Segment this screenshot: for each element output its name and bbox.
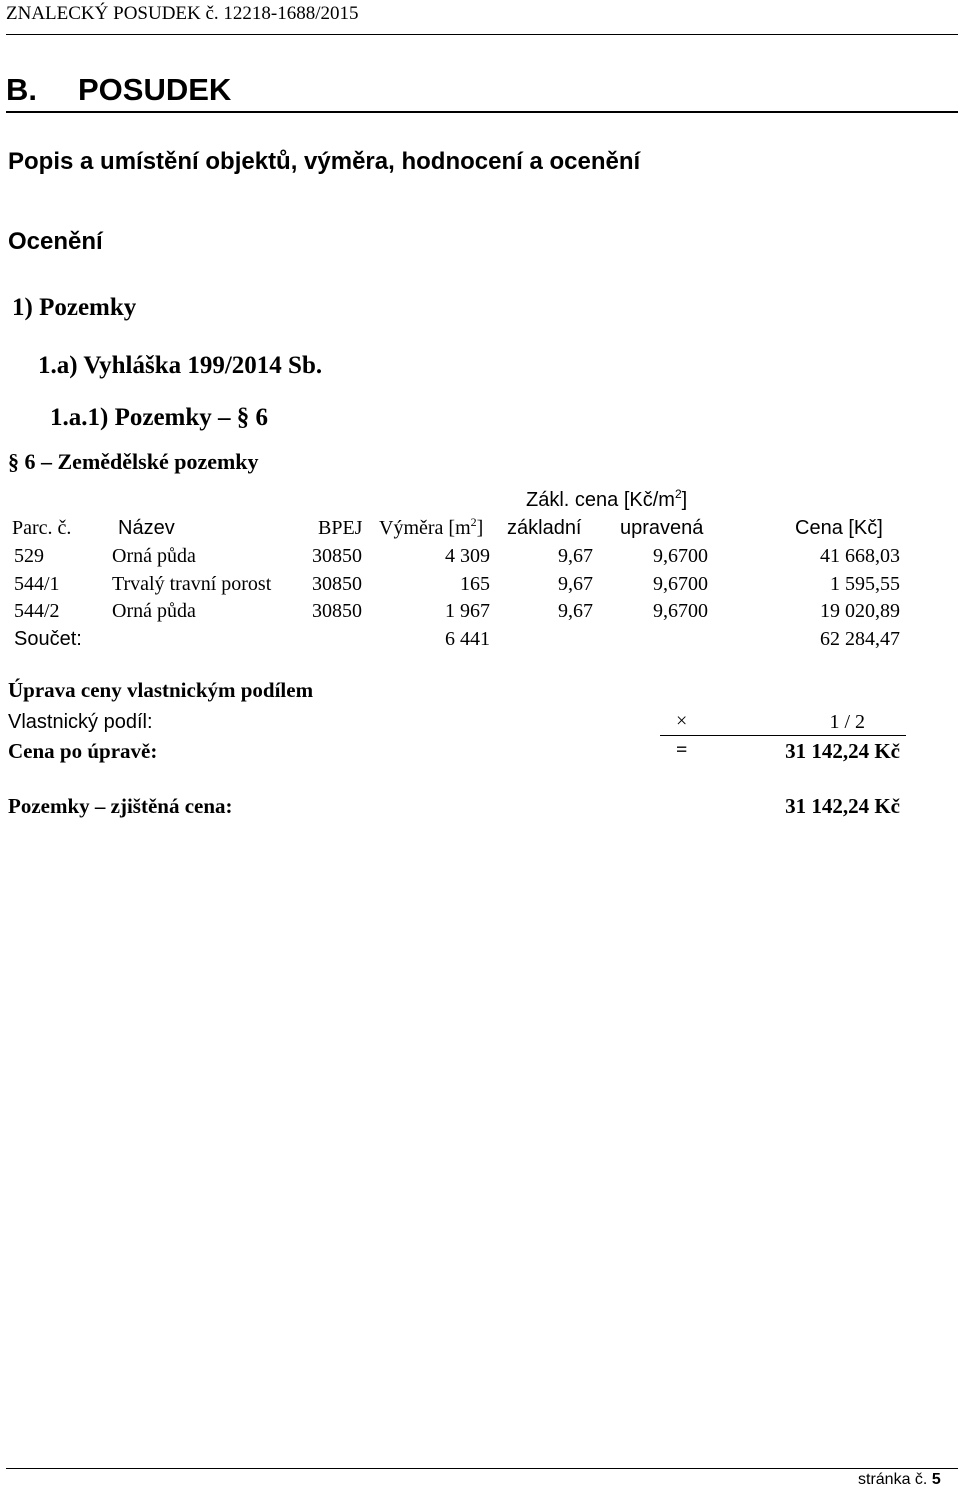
col-header-name: Název bbox=[118, 517, 175, 539]
group-header-base-price: Zákl. cena $[Kč/m^2]$ bbox=[526, 487, 688, 511]
ownership-heading: Úprava ceny vlastnickým podílem bbox=[8, 678, 314, 702]
section-letter: B. bbox=[6, 72, 37, 107]
total-area: 6 441 bbox=[445, 628, 490, 650]
row3-area: 1 967 bbox=[445, 600, 490, 622]
ownership-rule bbox=[660, 735, 906, 736]
row3-adjusted: 9,6700 bbox=[653, 600, 708, 622]
footer-page-label: stránka č. bbox=[858, 1471, 928, 1488]
ownership-share-value: 1 / 2 bbox=[829, 711, 865, 733]
footer-page bbox=[858, 1471, 941, 1489]
ownership-result-label: Cena po úpravě: bbox=[8, 739, 158, 763]
row2-base: 9,67 bbox=[558, 573, 593, 595]
row1-parcel: 529 bbox=[14, 545, 44, 567]
row1-area: 4 309 bbox=[445, 545, 490, 567]
ownership-result-value: 31 142,24 Kč bbox=[785, 739, 900, 763]
footer-rule bbox=[6, 1468, 958, 1469]
row2-price: 1 595,55 bbox=[830, 573, 900, 595]
row2-bpej: 30850 bbox=[312, 573, 362, 595]
heading-vyhlaska: 1.a) Vyhláška 199/2014 Sb. bbox=[38, 352, 323, 379]
row3-bpej: 30850 bbox=[312, 600, 362, 622]
heading-paragraph: 1.a.1) Pozemky – § 6 bbox=[50, 404, 269, 431]
ownership-share-operator: × bbox=[676, 710, 688, 732]
final-label: Pozemky – zjištěná cena: bbox=[8, 794, 233, 818]
page-subtitle: Popis a umístění objektů, výměra, hodnocení a ocenění bbox=[8, 148, 641, 175]
col-header-adjusted: upravená bbox=[620, 517, 704, 539]
heading-pozemky: 1) Pozemky bbox=[12, 294, 137, 321]
row1-name: Orná půda bbox=[112, 545, 196, 567]
row1-adjusted: 9,6700 bbox=[653, 545, 708, 567]
row2-area: 165 bbox=[460, 573, 490, 595]
total-price: 62 284,47 bbox=[820, 628, 900, 650]
col-header-price: Cena [Kč] bbox=[795, 517, 883, 539]
row2-parcel: 544/1 bbox=[14, 573, 60, 595]
valuation-heading: Ocenění bbox=[8, 228, 103, 255]
footer-page-number: 5 bbox=[931, 1471, 941, 1488]
section-rule bbox=[6, 111, 958, 113]
row3-name: Orná půda bbox=[112, 600, 196, 622]
ownership-share-label: Vlastnický podíl: bbox=[8, 711, 153, 733]
ownership-result-operator: = bbox=[676, 739, 688, 761]
col-header-area: Výměra $[m^2]$ bbox=[379, 515, 484, 539]
total-label: Součet: bbox=[14, 628, 82, 650]
section-title bbox=[6, 72, 231, 108]
section-name: POSUDEK bbox=[78, 72, 232, 107]
row2-adjusted: 9,6700 bbox=[653, 573, 708, 595]
row3-base: 9,67 bbox=[558, 600, 593, 622]
row1-base: 9,67 bbox=[558, 545, 593, 567]
heading-category: § 6 – Zemědělské pozemky bbox=[8, 449, 259, 474]
col-header-parcel: Parc. č. bbox=[12, 517, 72, 539]
row1-bpej: 30850 bbox=[312, 545, 362, 567]
row1-price: 41 668,03 bbox=[820, 545, 900, 567]
running-header: ZNALECKÝ POSUDEK č. 12218-1688/2015 bbox=[6, 3, 359, 24]
header-rule bbox=[6, 34, 958, 35]
row3-parcel: 544/2 bbox=[14, 600, 60, 622]
col-header-base: základní bbox=[507, 517, 582, 539]
row3-price: 19 020,89 bbox=[820, 600, 900, 622]
col-header-bpej: BPEJ bbox=[318, 517, 363, 539]
row2-name: Trvalý travní porost bbox=[112, 573, 272, 595]
final-value: 31 142,24 Kč bbox=[785, 794, 900, 818]
